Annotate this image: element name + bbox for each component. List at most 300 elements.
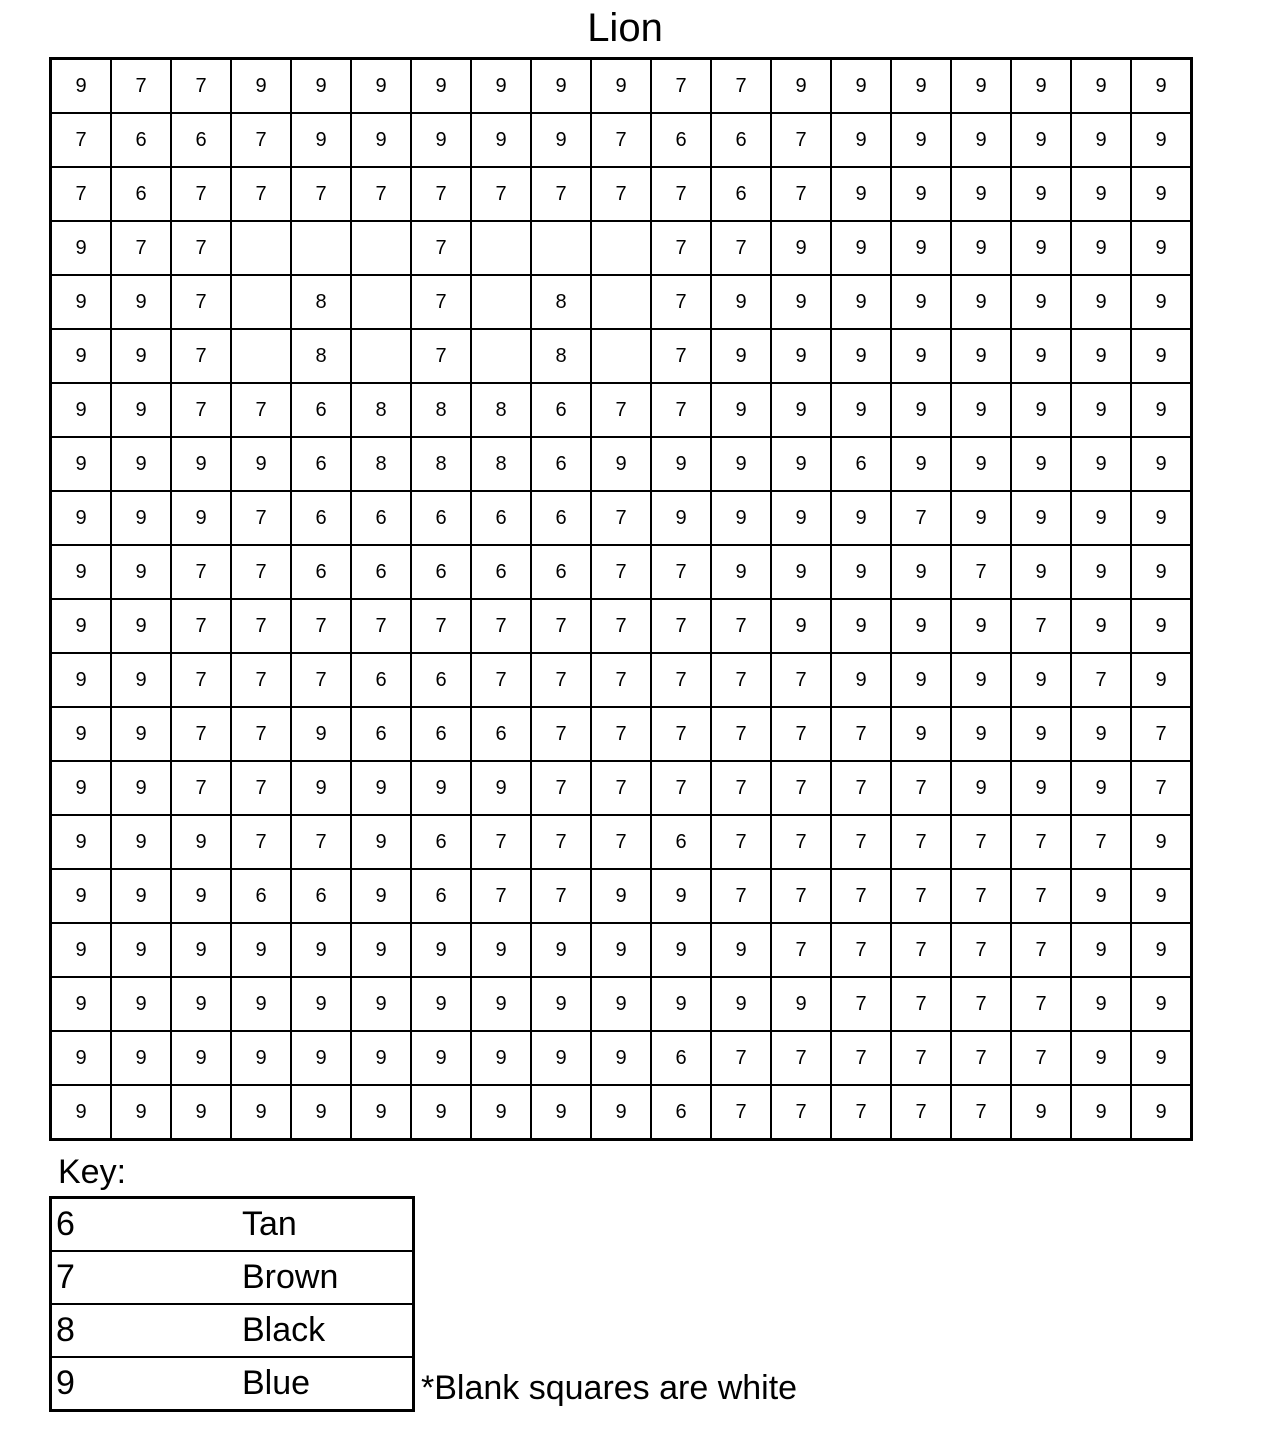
grid-cell: 6 (651, 113, 711, 167)
grid-cell: 7 (351, 167, 411, 221)
grid-cell: 7 (231, 167, 291, 221)
grid-cell: 9 (1011, 707, 1071, 761)
grid-cell: 7 (411, 167, 471, 221)
grid-row (51, 1031, 1192, 1085)
grid-cell: 9 (51, 869, 112, 923)
grid-cell: 9 (831, 491, 891, 545)
grid-cell: 9 (1071, 491, 1131, 545)
grid-cell: 9 (831, 599, 891, 653)
grid-cell: 7 (651, 383, 711, 437)
grid-cell: 9 (1131, 1031, 1192, 1085)
grid-cell: 9 (171, 869, 231, 923)
grid-cell: 7 (891, 761, 951, 815)
grid-cell: 9 (711, 329, 771, 383)
grid-cell: 6 (291, 491, 351, 545)
grid-cell: 7 (651, 599, 711, 653)
grid-row (51, 761, 1192, 815)
grid-cell (591, 221, 651, 275)
grid-cell: 9 (1071, 707, 1131, 761)
grid-cell: 7 (171, 329, 231, 383)
grid-cell: 9 (1071, 329, 1131, 383)
grid-cell: 9 (471, 1031, 531, 1085)
grid-cell: 7 (1131, 761, 1192, 815)
grid-cell: 8 (291, 275, 351, 329)
grid-cell: 6 (531, 491, 591, 545)
grid-cell: 7 (291, 167, 351, 221)
key-row (51, 1251, 414, 1304)
grid-cell: 6 (351, 653, 411, 707)
grid-cell: 9 (171, 923, 231, 977)
grid-cell: 9 (51, 383, 112, 437)
grid-cell: 9 (1131, 221, 1192, 275)
grid-cell: 7 (711, 815, 771, 869)
grid-cell: 9 (351, 59, 411, 114)
grid-cell: 7 (1011, 869, 1071, 923)
grid-cell: 9 (771, 383, 831, 437)
grid-cell: 9 (51, 653, 112, 707)
grid-cell: 9 (111, 437, 171, 491)
grid-cell: 7 (291, 599, 351, 653)
grid-cell: 9 (711, 275, 771, 329)
grid-cell: 6 (411, 869, 471, 923)
grid-cell: 8 (351, 437, 411, 491)
grid-cell: 9 (1131, 59, 1192, 114)
grid-cell: 9 (591, 869, 651, 923)
grid-cell: 8 (291, 329, 351, 383)
grid-cell: 6 (471, 491, 531, 545)
grid-cell: 7 (1071, 653, 1131, 707)
grid-cell: 6 (231, 869, 291, 923)
grid-cell: 8 (411, 437, 471, 491)
grid-cell: 9 (51, 545, 112, 599)
grid-cell: 9 (1131, 1085, 1192, 1140)
grid-cell: 9 (411, 923, 471, 977)
grid-cell: 9 (51, 59, 112, 114)
color-key-table (49, 1196, 415, 1412)
grid-cell: 9 (1131, 167, 1192, 221)
grid-cell: 7 (591, 815, 651, 869)
grid-cell: 9 (831, 167, 891, 221)
grid-cell: 7 (231, 113, 291, 167)
grid-cell: 7 (231, 815, 291, 869)
grid-cell: 7 (771, 815, 831, 869)
grid-cell: 7 (291, 815, 351, 869)
grid-cell: 9 (171, 437, 231, 491)
grid-cell: 9 (771, 491, 831, 545)
grid-cell: 7 (771, 923, 831, 977)
grid-cell: 9 (951, 491, 1011, 545)
grid-cell: 7 (171, 653, 231, 707)
grid-cell: 9 (111, 545, 171, 599)
grid-cell: 6 (411, 545, 471, 599)
grid-cell (471, 275, 531, 329)
grid-cell: 7 (471, 869, 531, 923)
grid-cell: 9 (291, 1031, 351, 1085)
grid-cell: 7 (951, 545, 1011, 599)
grid-cell: 7 (891, 977, 951, 1031)
grid-cell: 7 (891, 1031, 951, 1085)
grid-cell: 9 (291, 977, 351, 1031)
grid-cell: 9 (531, 923, 591, 977)
grid-cell: 9 (1131, 977, 1192, 1031)
grid-cell: 9 (111, 923, 171, 977)
grid-cell: 7 (591, 707, 651, 761)
grid-cell: 9 (1071, 275, 1131, 329)
grid-cell: 7 (1011, 815, 1071, 869)
grid-cell: 9 (471, 977, 531, 1031)
grid-cell: 9 (231, 1085, 291, 1140)
grid-cell: 7 (831, 1085, 891, 1140)
grid-cell (591, 275, 651, 329)
grid-cell: 9 (111, 1031, 171, 1085)
grid-cell: 9 (1011, 491, 1071, 545)
grid-cell: 9 (711, 545, 771, 599)
grid-cell: 7 (771, 167, 831, 221)
grid-cell: 7 (291, 653, 351, 707)
grid-cell: 9 (51, 491, 112, 545)
grid-cell: 7 (711, 869, 771, 923)
grid-cell: 9 (531, 1031, 591, 1085)
grid-cell: 6 (111, 113, 171, 167)
grid-cell: 9 (51, 977, 112, 1031)
grid-cell: 9 (111, 329, 171, 383)
grid-cell: 9 (771, 545, 831, 599)
page-title: Lion (587, 6, 663, 50)
grid-cell: 7 (711, 59, 771, 114)
grid-cell: 7 (951, 923, 1011, 977)
grid-cell: 9 (711, 437, 771, 491)
grid-cell: 9 (1011, 59, 1071, 114)
grid-cell: 7 (651, 275, 711, 329)
grid-cell: 7 (831, 977, 891, 1031)
grid-cell: 9 (471, 761, 531, 815)
grid-cell (531, 221, 591, 275)
key-row (51, 1357, 414, 1411)
color-by-number-grid (49, 57, 1193, 1141)
grid-cell: 9 (231, 1031, 291, 1085)
grid-cell: 9 (471, 1085, 531, 1140)
grid-cell: 9 (891, 545, 951, 599)
grid-row (51, 1085, 1192, 1140)
grid-cell: 7 (171, 167, 231, 221)
grid-cell: 7 (591, 653, 651, 707)
grid-cell: 7 (711, 761, 771, 815)
grid-cell: 9 (471, 923, 531, 977)
grid-cell: 9 (291, 707, 351, 761)
grid-cell: 7 (471, 653, 531, 707)
grid-cell: 9 (891, 275, 951, 329)
grid-cell: 9 (1071, 761, 1131, 815)
grid-cell: 9 (51, 1085, 112, 1140)
grid-cell: 9 (951, 113, 1011, 167)
key-number: 7 (51, 1251, 243, 1304)
grid-cell: 9 (1131, 599, 1192, 653)
grid-cell: 7 (891, 923, 951, 977)
grid-row (51, 923, 1192, 977)
grid-cell: 9 (111, 599, 171, 653)
grid-cell: 9 (831, 383, 891, 437)
grid-cell: 6 (531, 383, 591, 437)
grid-cell: 9 (951, 653, 1011, 707)
grid-cell: 7 (171, 383, 231, 437)
grid-cell: 9 (951, 59, 1011, 114)
grid-cell: 7 (831, 1031, 891, 1085)
grid-cell: 9 (651, 923, 711, 977)
grid-cell: 9 (591, 1031, 651, 1085)
grid-cell: 7 (231, 545, 291, 599)
grid-cell: 9 (1011, 653, 1071, 707)
grid-cell: 9 (951, 437, 1011, 491)
grid-cell: 9 (51, 437, 112, 491)
grid-cell: 7 (591, 491, 651, 545)
grid-cell: 7 (651, 329, 711, 383)
grid-cell (351, 221, 411, 275)
grid-cell: 7 (831, 761, 891, 815)
grid-cell: 9 (951, 329, 1011, 383)
grid-cell: 6 (531, 545, 591, 599)
grid-cell: 6 (651, 815, 711, 869)
grid-cell: 9 (111, 815, 171, 869)
grid-cell: 9 (651, 491, 711, 545)
grid-cell: 9 (51, 221, 112, 275)
grid-cell: 7 (531, 815, 591, 869)
grid-cell: 9 (1071, 869, 1131, 923)
grid-cell: 9 (1131, 923, 1192, 977)
grid-cell: 9 (351, 977, 411, 1031)
grid-cell: 9 (711, 491, 771, 545)
grid-cell: 7 (231, 761, 291, 815)
grid-cell: 9 (891, 383, 951, 437)
grid-row (51, 437, 1192, 491)
grid-cell: 9 (411, 1085, 471, 1140)
grid-row (51, 869, 1192, 923)
grid-cell: 9 (171, 491, 231, 545)
grid-cell: 6 (831, 437, 891, 491)
grid-cell: 9 (351, 1085, 411, 1140)
grid-cell: 7 (831, 869, 891, 923)
grid-row (51, 707, 1192, 761)
grid-cell: 7 (891, 491, 951, 545)
grid-cell: 7 (591, 383, 651, 437)
grid-cell: 9 (1011, 167, 1071, 221)
key-color-name: Tan (242, 1198, 414, 1252)
grid-cell: 9 (111, 1085, 171, 1140)
grid-cell: 7 (591, 167, 651, 221)
grid-cell: 7 (171, 221, 231, 275)
grid-cell: 9 (1131, 653, 1192, 707)
grid-cell: 9 (231, 437, 291, 491)
grid-cell: 9 (1071, 221, 1131, 275)
grid-row (51, 491, 1192, 545)
grid-cell: 9 (51, 275, 112, 329)
grid-cell (351, 329, 411, 383)
grid-cell: 7 (651, 545, 711, 599)
grid-cell: 9 (891, 59, 951, 114)
grid-cell: 9 (1011, 275, 1071, 329)
grid-cell: 9 (831, 59, 891, 114)
grid-cell: 9 (111, 869, 171, 923)
grid-cell: 7 (531, 599, 591, 653)
grid-cell: 9 (351, 869, 411, 923)
grid-cell: 7 (111, 59, 171, 114)
grid-cell: 9 (1011, 545, 1071, 599)
grid-cell: 9 (831, 545, 891, 599)
grid-cell: 7 (171, 59, 231, 114)
grid-cell: 8 (531, 329, 591, 383)
grid-cell: 9 (1131, 815, 1192, 869)
grid-cell: 7 (651, 167, 711, 221)
grid-cell: 9 (1131, 437, 1192, 491)
grid-cell: 6 (711, 113, 771, 167)
grid-cell: 9 (351, 1031, 411, 1085)
grid-cell: 7 (531, 707, 591, 761)
grid-cell: 6 (711, 167, 771, 221)
grid-cell: 9 (651, 869, 711, 923)
grid-cell: 7 (231, 491, 291, 545)
grid-cell: 6 (651, 1031, 711, 1085)
grid-cell: 6 (651, 1085, 711, 1140)
grid-cell: 7 (771, 707, 831, 761)
grid-cell (351, 275, 411, 329)
grid-cell: 7 (51, 167, 112, 221)
grid-cell: 7 (411, 221, 471, 275)
key-number: 9 (51, 1357, 243, 1411)
grid-cell: 7 (651, 221, 711, 275)
grid-row (51, 815, 1192, 869)
grid-cell: 6 (171, 113, 231, 167)
grid-cell: 9 (951, 761, 1011, 815)
grid-cell: 9 (291, 923, 351, 977)
grid-cell (231, 275, 291, 329)
grid-cell: 8 (351, 383, 411, 437)
grid-cell: 7 (231, 383, 291, 437)
grid-cell: 6 (111, 167, 171, 221)
grid-cell: 9 (471, 59, 531, 114)
grid-cell: 9 (771, 59, 831, 114)
grid-cell: 9 (1071, 383, 1131, 437)
grid-cell: 9 (951, 707, 1011, 761)
grid-row (51, 167, 1192, 221)
grid-row (51, 545, 1192, 599)
grid-cell: 7 (711, 221, 771, 275)
grid-cell: 8 (531, 275, 591, 329)
grid-cell: 7 (531, 869, 591, 923)
grid-cell: 7 (891, 869, 951, 923)
grid-cell: 9 (51, 1031, 112, 1085)
grid-cell: 6 (351, 545, 411, 599)
grid-cell: 9 (51, 923, 112, 977)
grid-cell: 7 (711, 707, 771, 761)
grid-cell: 9 (891, 437, 951, 491)
grid-cell: 9 (831, 653, 891, 707)
grid-cell: 7 (531, 167, 591, 221)
grid-cell: 9 (591, 59, 651, 114)
grid-cell: 9 (591, 437, 651, 491)
grid-cell: 9 (291, 1085, 351, 1140)
grid-cell: 7 (711, 599, 771, 653)
grid-cell: 9 (891, 599, 951, 653)
grid-cell: 9 (351, 815, 411, 869)
grid-cell: 6 (351, 491, 411, 545)
grid-cell: 9 (711, 923, 771, 977)
grid-cell: 7 (51, 113, 112, 167)
grid-cell: 7 (471, 599, 531, 653)
grid-cell: 7 (651, 653, 711, 707)
grid-cell: 7 (831, 707, 891, 761)
grid-cell: 7 (231, 653, 291, 707)
grid-cell: 9 (1071, 437, 1131, 491)
grid-row (51, 383, 1192, 437)
grid-cell: 9 (771, 329, 831, 383)
grid-cell: 9 (831, 275, 891, 329)
grid-cell (231, 329, 291, 383)
grid-cell: 7 (1011, 599, 1071, 653)
grid-cell: 9 (1011, 221, 1071, 275)
grid-cell: 9 (711, 977, 771, 1031)
grid-cell: 9 (111, 383, 171, 437)
grid-cell: 9 (591, 1085, 651, 1140)
blank-squares-note: *Blank squares are white (421, 1369, 798, 1407)
grid-cell: 9 (1071, 1085, 1131, 1140)
grid-row (51, 59, 1192, 114)
grid-cell: 9 (171, 1085, 231, 1140)
grid-cell: 9 (51, 599, 112, 653)
grid-cell: 7 (831, 923, 891, 977)
grid-cell: 9 (111, 707, 171, 761)
grid-cell: 9 (1011, 1085, 1071, 1140)
grid-cell: 7 (771, 113, 831, 167)
grid-cell: 9 (651, 437, 711, 491)
grid-cell: 9 (51, 329, 112, 383)
grid-cell: 7 (891, 1085, 951, 1140)
grid-cell: 7 (1011, 977, 1071, 1031)
grid-cell: 9 (291, 761, 351, 815)
grid-cell: 7 (111, 221, 171, 275)
grid-cell: 7 (651, 59, 711, 114)
grid-cell: 7 (951, 977, 1011, 1031)
grid-cell: 9 (291, 59, 351, 114)
grid-cell: 7 (171, 545, 231, 599)
grid-cell: 7 (771, 869, 831, 923)
grid-cell: 9 (891, 167, 951, 221)
grid-cell: 8 (411, 383, 471, 437)
grid-cell: 9 (111, 761, 171, 815)
grid-row (51, 599, 1192, 653)
key-color-name: Blue (242, 1357, 414, 1411)
grid-cell: 7 (951, 869, 1011, 923)
grid-cell: 9 (831, 113, 891, 167)
grid-cell: 9 (951, 599, 1011, 653)
grid-cell: 9 (411, 59, 471, 114)
grid-row (51, 221, 1192, 275)
grid-cell: 6 (291, 869, 351, 923)
grid-cell: 7 (651, 707, 711, 761)
grid-cell: 7 (471, 167, 531, 221)
grid-cell: 9 (171, 977, 231, 1031)
grid-cell: 7 (951, 1085, 1011, 1140)
grid-cell: 7 (471, 815, 531, 869)
grid-cell: 9 (1131, 113, 1192, 167)
grid-cell: 9 (1011, 761, 1071, 815)
key-row (51, 1198, 414, 1252)
grid-cell: 6 (471, 545, 531, 599)
grid-cell (591, 329, 651, 383)
grid-cell: 9 (411, 113, 471, 167)
grid-cell: 7 (951, 815, 1011, 869)
grid-cell: 9 (771, 437, 831, 491)
grid-cell: 9 (1131, 383, 1192, 437)
grid-cell: 9 (111, 977, 171, 1031)
